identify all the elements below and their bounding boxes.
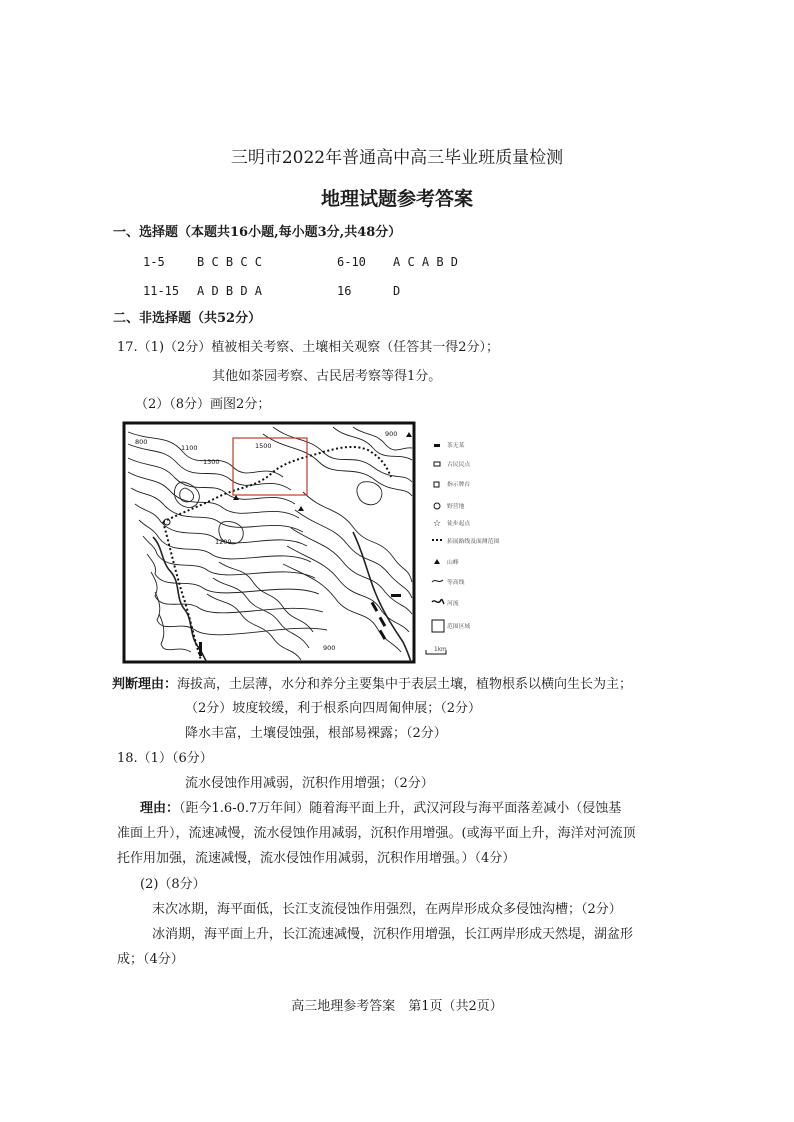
document-title: 三明市2022年普通高中高三毕业班质量检测 xyxy=(230,148,564,168)
answer-value: B C B C C xyxy=(197,255,263,269)
q18-part2: (2)（8分） xyxy=(140,877,206,892)
q18-part2-line2: 冰消期，海平面上升，长江流速减慢，沉积作用增强，长江两岸形成天然堤，湖盆形 xyxy=(152,927,634,942)
section2-heading: 二、非选择题（共52分） xyxy=(113,311,262,326)
legend-icon xyxy=(434,482,439,487)
contour-label: 800 xyxy=(135,438,148,446)
q17-part2: （2）（8分）画图2分； xyxy=(135,397,271,412)
answer-value: A D B D A xyxy=(197,284,263,298)
answer-range: 6-10 xyxy=(337,255,366,269)
topographic-map xyxy=(123,422,500,664)
answer-value: A C A B D xyxy=(393,255,459,269)
legend-icon xyxy=(432,580,443,582)
legend-label: 古民民点 xyxy=(447,462,471,468)
legend-icon xyxy=(434,503,440,509)
scale-label: 1km xyxy=(434,647,447,653)
answer-range: 1-5 xyxy=(143,255,165,269)
legend-label: 拓展路线及面测范围 xyxy=(447,539,500,545)
page-footer: 高三地理参考答案 第1页（共2页） xyxy=(291,999,503,1014)
reason-label: 理由： xyxy=(140,801,180,816)
reason-text: （距今1.6-0.7万年间）随着海平面上升，武汉河段与海平面落差减小（侵蚀基 xyxy=(179,801,622,816)
legend-icon xyxy=(432,620,444,632)
contour-label: 900 xyxy=(323,644,336,652)
q18-part2-line3: 成；（4分） xyxy=(117,952,184,967)
q17-part1-extra: 其他如茶园考察、古民居考察等得1分。 xyxy=(212,369,442,384)
legend-icon xyxy=(434,444,440,447)
legend-icon: ☆ xyxy=(433,519,442,529)
answer-range: 11-15 xyxy=(143,284,180,298)
contour-label: 1100 xyxy=(181,444,198,452)
q17-reason-line1 xyxy=(112,677,632,693)
q18-reason-line2: 准面上升），流速减慢，流水侵蚀作用减弱，沉积作用增强。(或海平面上升，海洋对河流顶 xyxy=(117,826,636,841)
q17-reason-line2: （2分）坡度较缓，利于根系向四周匍伸展；（2分） xyxy=(185,701,482,716)
legend-label: 野营地 xyxy=(447,504,465,510)
legend-icon xyxy=(434,559,440,564)
legend-label: 徒步起点 xyxy=(447,521,471,527)
legend-label: 山峰 xyxy=(447,560,459,566)
q18-part2-line1: 末次冰期，海平面低，长江支流侵蚀作用强烈，在两岸形成众多侵蚀沟槽；（2分） xyxy=(152,902,622,917)
q18-reason-line1 xyxy=(140,801,621,817)
contour-label: 1500 xyxy=(255,442,272,450)
q18-part1-answer: 流水侵蚀作用减弱，沉积作用增强；（2分） xyxy=(185,776,434,791)
legend-icon xyxy=(432,599,444,604)
reason-label: 判断理由： xyxy=(112,677,178,692)
legend-label: 茶无某 xyxy=(447,443,465,449)
contour-label: 1300 xyxy=(203,458,220,466)
q17-part1: 17.（1)（2分）植被相关考察、土壤相关观察（任答其一得2分）； xyxy=(117,340,500,355)
legend-label: 等高线 xyxy=(447,580,465,586)
contour-label: 1200 xyxy=(215,538,232,546)
answer-range: 16 xyxy=(337,284,352,298)
contour-label: 900 xyxy=(385,430,398,438)
legend-label: 河流 xyxy=(447,601,459,607)
tea-plantation-symbol xyxy=(199,642,202,656)
tea-plantation-symbol xyxy=(391,594,401,597)
q17-reason-line3: 降水丰富，土壤侵蚀强，根部易裸露；（2分） xyxy=(185,726,447,741)
document-subtitle: 地理试题参考答案 xyxy=(320,188,473,210)
q18-part1: 18.（1）（6分） xyxy=(117,751,213,766)
legend-icon xyxy=(434,462,440,466)
map-frame xyxy=(124,423,414,662)
answer-value: D xyxy=(393,284,401,298)
section1-heading: 一、选择题（本题共16小题,每小题3分,共48分） xyxy=(113,225,402,240)
reason-text: 海拔高，土层薄，水分和养分主要集中于表层土壤，植物根系以横向生长为主； xyxy=(177,677,633,692)
legend-label: 指示牌台 xyxy=(447,482,471,488)
q18-reason-line3: 托作用加强，流速减慢，流水侵蚀作用减弱，沉积作用增强。）（4分） xyxy=(117,851,516,866)
legend-label: 范围区域 xyxy=(447,624,471,630)
map-legend xyxy=(426,441,499,654)
